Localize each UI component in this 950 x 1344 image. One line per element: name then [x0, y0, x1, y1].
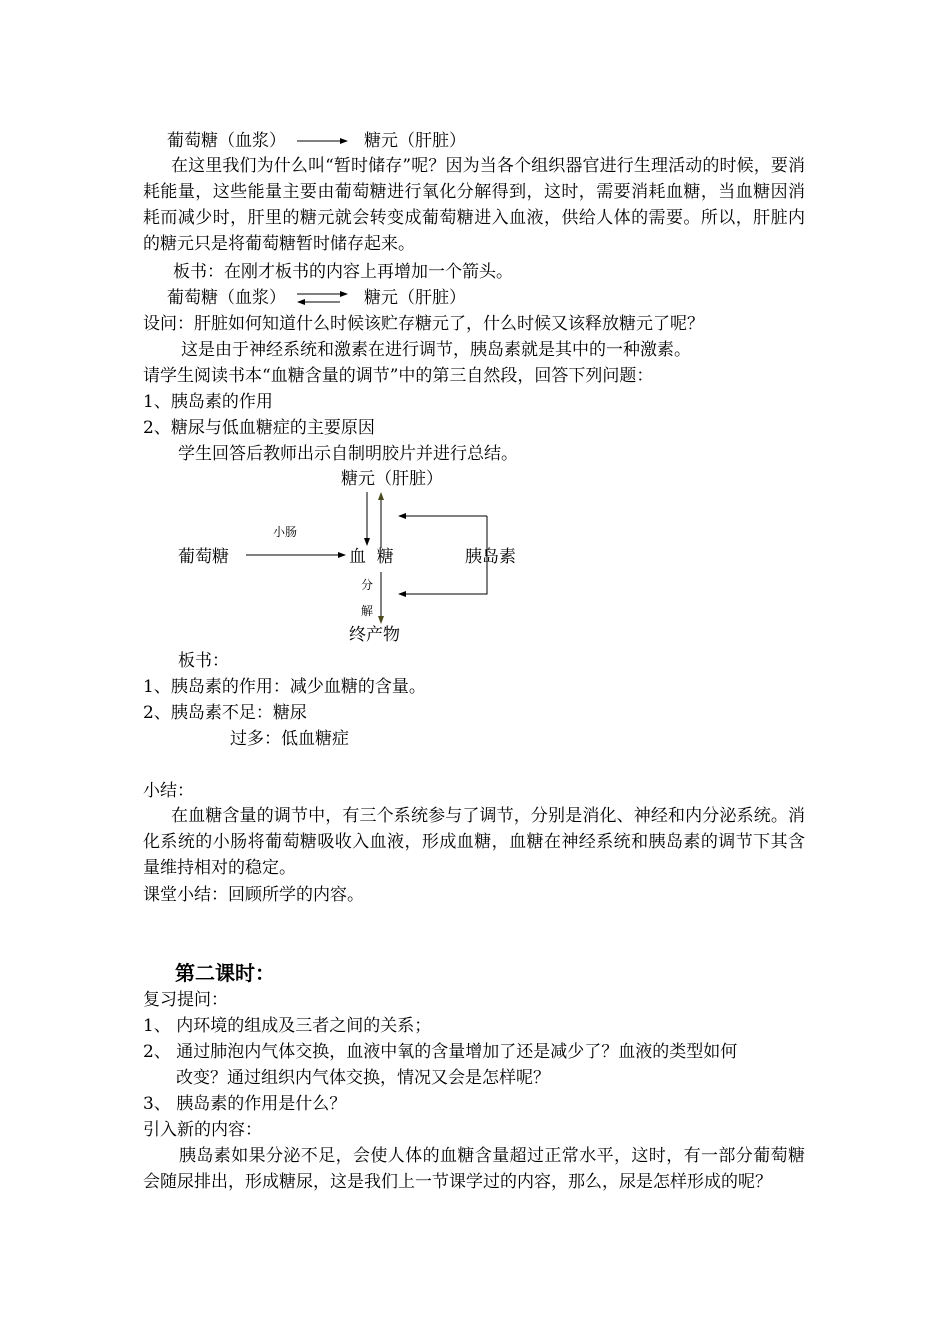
- flow2-left: 葡萄糖（血浆）: [167, 288, 286, 308]
- board2-line1: 1、胰岛素的作用：减少血糖的含量。: [143, 677, 426, 697]
- flow1-right: 糖元（肝脏）: [364, 131, 466, 151]
- diagram-split-1: 分: [361, 578, 374, 592]
- diagram-insulin: 胰岛素: [465, 547, 516, 567]
- answer: 这是由于神经系统和激素在进行调节，胰岛素就是其中的一种激素。: [181, 340, 691, 360]
- review-item-2b: 改变？通过组织内气体交换，情况又会是怎样呢？: [176, 1068, 550, 1088]
- insulin-loop-bottom: [406, 516, 487, 594]
- class-summary: 课堂小结：回顾所学的内容。: [143, 885, 364, 905]
- intro-title: 引入新的内容：: [143, 1120, 262, 1140]
- review-item-3: 3、 胰岛素的作用是什么？: [143, 1094, 347, 1114]
- lesson2-heading: 第二课时：: [175, 961, 275, 985]
- diagram-split-2: 解: [361, 604, 374, 618]
- flow2-right: 糖元（肝脏）: [364, 288, 466, 308]
- review-item-2a: 2、 通过肺泡内气体交换，血液中氧的含量增加了还是减少了？血液的类型如何: [143, 1042, 738, 1062]
- reading-prompt: 请学生阅读书本“血糖含量的调节”中的第三自然段，回答下列问题：: [143, 366, 654, 386]
- diagram-intestine-label: 小肠: [273, 525, 298, 539]
- intro-body: 胰岛素如果分泌不足，会使人体的血糖含量超过正常水平，这时，有一部分葡萄糖会随尿排出，形成糖尿，这是我们上一节课学过的内容，那么，尿是怎样形成的呢？: [143, 1146, 805, 1192]
- flow1-left: 葡萄糖（血浆）: [167, 131, 286, 151]
- question-2: 2、糖尿与低血糖症的主要原因: [143, 418, 375, 438]
- board-note-1: 板书：在刚才板书的内容上再增加一个箭头。: [173, 262, 513, 282]
- question: 设问：肝脏如何知道什么时候该贮存糖元了，什么时候又该释放糖元了呢？: [143, 314, 704, 334]
- diagram-blood-sugar: 血 糖: [349, 547, 394, 567]
- diagram-glycogen: 糖元（肝脏）: [341, 469, 443, 489]
- diagram-end-product: 终产物: [349, 625, 400, 645]
- summary-intro: 学生回答后教师出示自制明胶片并进行总结。: [178, 444, 518, 464]
- board2-title: 板书：: [178, 651, 229, 671]
- paragraph-storage: 在这里我们为什么叫“暂时储存”呢？因为当各个组织器官进行生理活动的时候，要消耗能量，这些能量主要由葡萄糖进行氧化分解得到，这时，需要消耗血糖，当血糖因消耗而减少时，肝里的糖元就会转变成葡萄糖进入血液，供给人体的需要。所以，肝脏内的糖元只是将葡萄糖暂时储存起来。: [143, 156, 805, 254]
- question-1: 1、胰岛素的作用: [143, 392, 273, 412]
- summary-title: 小结：: [143, 781, 194, 801]
- review-item-1: 1、 内环境的组成及三者之间的关系；: [143, 1016, 432, 1036]
- diagram-glucose: 葡萄糖: [178, 547, 229, 567]
- review-title: 复习提问：: [143, 990, 228, 1010]
- summary-body: 在血糖含量的调节中，有三个系统参与了调节，分别是消化、神经和内分泌系统。消化系统的小肠将葡萄糖吸收入血液，形成血糖，血糖在神经系统和胰岛素的调节下其含量维持相对的稳定。: [143, 806, 805, 878]
- board2-line3: 过多：低血糖症: [230, 729, 349, 749]
- board2-line2: 2、胰岛素不足：糖尿: [143, 703, 307, 723]
